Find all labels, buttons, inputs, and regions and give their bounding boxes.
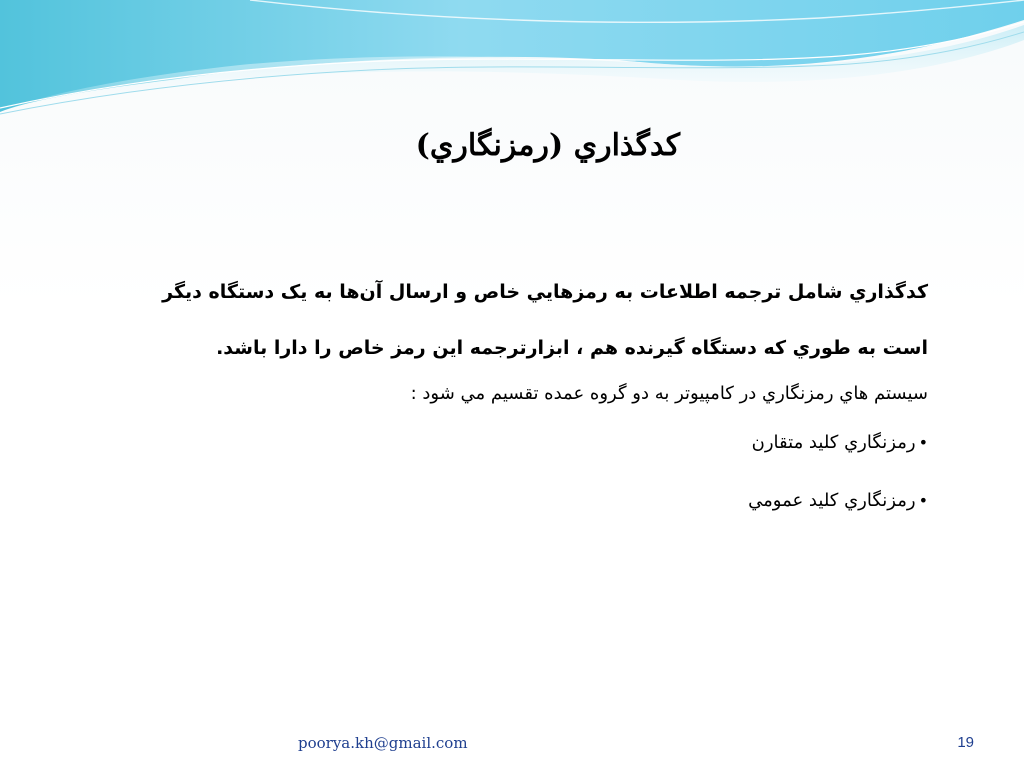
paragraph-line-1: كدگذاري شامل ترجمه اطلاعات به رمزهايي خاص و ارسال آن‌ها به يک دستگاه ديگر <box>162 281 928 303</box>
bullet-label: رمزنگاري كليد عمومي <box>748 490 916 512</box>
bullet-item-symmetric <box>158 429 928 456</box>
slide-title: كدگذاري (رمزنگاري) <box>415 128 680 163</box>
header-wave-decoration <box>0 0 1024 130</box>
bullet-icon: • <box>918 491 928 511</box>
paragraph-block <box>158 264 928 376</box>
footer-email: poorya.kh@gmail.com <box>298 734 468 752</box>
paragraph-line-2: است به طوري كه دستگاه گيرنده هم ، ابزارترجمه اين رمز خاص را دارا باشد. <box>216 337 928 360</box>
bullet-label: رمزنگاري كليد متقارن <box>751 432 916 454</box>
bullet-item-public <box>158 487 928 514</box>
bullet-icon: • <box>918 433 928 453</box>
subtext: سيستم هاي رمزنگاري در كامپيوتر به دو گروه عمده تقسيم مي شود : <box>410 383 928 405</box>
slide-body <box>158 264 928 545</box>
slide-number: 19 <box>957 734 974 751</box>
bullet-list <box>158 429 928 514</box>
